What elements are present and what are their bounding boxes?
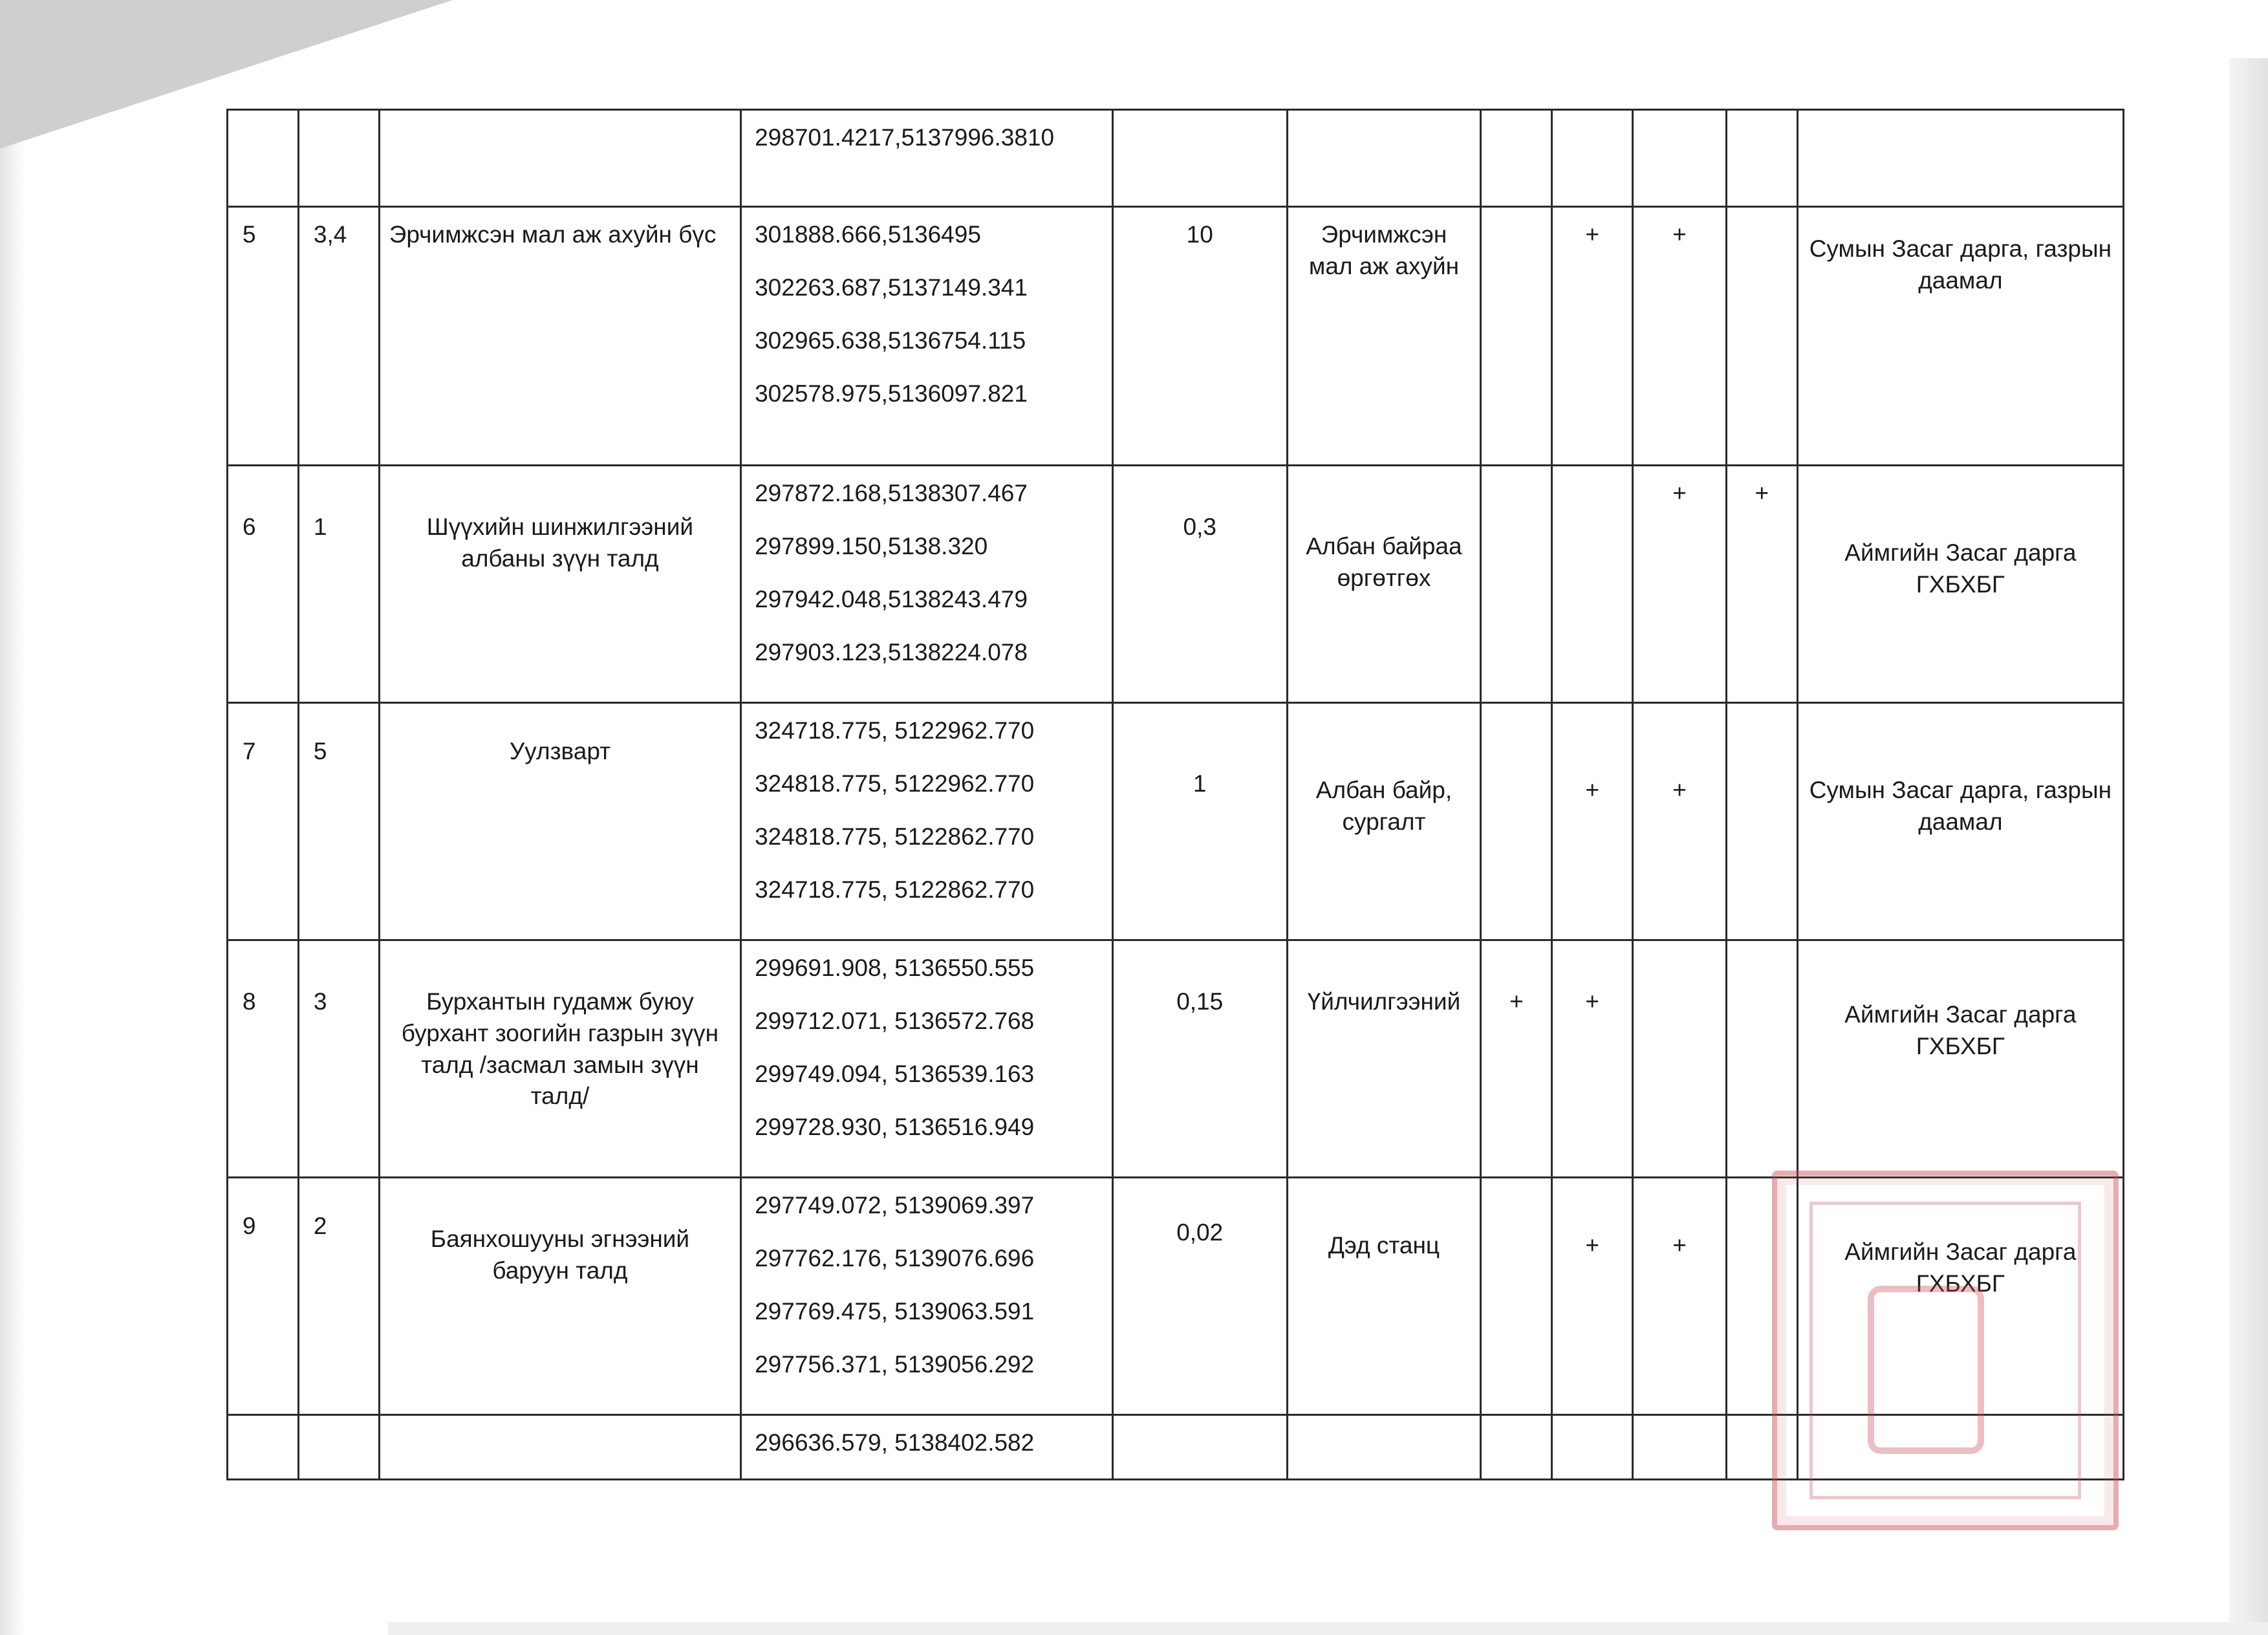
coordinate: 299728.930, 5136516.949	[755, 1114, 1035, 1140]
coordinate: 297872.168,5138307.467	[755, 480, 1028, 506]
location-name: Уулзварт	[379, 703, 740, 940]
coordinate: 324718.775, 5122962.770	[755, 717, 1035, 744]
row-number	[228, 110, 299, 207]
official-stamp-seal	[1772, 1171, 2119, 1530]
row-part	[298, 1415, 379, 1480]
mark-1	[1481, 1415, 1552, 1480]
coordinate: 324818.775, 5122862.770	[755, 823, 1035, 850]
coordinate: 299691.908, 5136550.555	[755, 955, 1035, 981]
area	[1112, 110, 1287, 207]
coordinate: 297749.072, 5139069.397	[755, 1192, 1035, 1218]
coordinate: 297942.048,5138243.479	[755, 586, 1028, 612]
coordinates-cell	[741, 110, 1113, 207]
coordinate: 324818.775, 5122962.770	[755, 770, 1035, 797]
coordinate: 302965.638,5136754.115	[755, 327, 1026, 354]
responsible-party: Аймгийн Засаг дарга ГХБХБГ	[1797, 466, 2123, 703]
mark-1	[1481, 466, 1552, 703]
row-number: 7	[228, 703, 299, 940]
row-part: 3,4	[298, 207, 379, 466]
mark-2	[1552, 110, 1633, 207]
coordinate: 297899.150,5138.320	[755, 533, 988, 559]
area: 10	[1112, 207, 1287, 466]
location-name	[379, 1415, 740, 1480]
mark-2	[1552, 1415, 1633, 1480]
row-number: 9	[228, 1178, 299, 1415]
mark-2	[1552, 466, 1633, 703]
coordinate: 301888.666,5136495	[755, 221, 981, 248]
mark-2: +	[1552, 703, 1633, 940]
mark-1	[1481, 207, 1552, 466]
coordinate: 299712.071, 5136572.768	[755, 1008, 1035, 1034]
location-name: Баянхошууны эгнээний баруун талд	[379, 1178, 740, 1415]
table-row	[228, 207, 2124, 466]
mark-3: +	[1633, 703, 1727, 940]
row-part: 1	[298, 466, 379, 703]
coordinates-cell	[741, 207, 1113, 466]
location-name: Шүүхийн шинжилгээний албаны зүүн талд	[379, 466, 740, 703]
responsible-party: Аймгийн Засаг дарга ГХБХБГ	[1797, 940, 2123, 1178]
location-name: Эрчимжсэн мал аж ахуйн бүс	[379, 207, 740, 466]
coordinates-cell	[741, 703, 1113, 940]
coordinates-cell	[741, 1178, 1113, 1415]
coordinate: 302263.687,5137149.341	[755, 274, 1028, 301]
coordinate: 297762.176, 5139076.696	[755, 1245, 1035, 1272]
purpose: Үйлчилгээний	[1287, 940, 1481, 1178]
mark-3: +	[1633, 1178, 1727, 1415]
row-number: 6	[228, 466, 299, 703]
mark-4: +	[1726, 466, 1797, 703]
area: 0,02	[1112, 1178, 1287, 1415]
mark-4	[1726, 940, 1797, 1178]
seal-mark	[1868, 1286, 1984, 1454]
mark-3: +	[1633, 207, 1727, 466]
row-number: 8	[228, 940, 299, 1178]
coordinate: 296636.579, 5138402.582	[755, 1429, 1035, 1456]
row-part: 5	[298, 703, 379, 940]
purpose	[1287, 1415, 1481, 1480]
coordinates-cell	[741, 940, 1113, 1178]
mark-1: +	[1481, 940, 1552, 1178]
row-part: 2	[298, 1178, 379, 1415]
area: 0,3	[1112, 466, 1287, 703]
page-edge-bottom	[388, 1622, 2268, 1635]
responsible-party: Сумын Засаг дарга, газрын даамал	[1797, 703, 2123, 940]
coordinate: 302578.975,5136097.821	[755, 380, 1028, 407]
area	[1112, 1415, 1287, 1480]
coordinates-cell	[741, 466, 1113, 703]
mark-4	[1726, 703, 1797, 940]
mark-3: +	[1633, 466, 1727, 703]
coordinates-cell	[741, 1415, 1113, 1480]
coordinate: 299749.094, 5136539.163	[755, 1061, 1035, 1087]
location-name	[379, 110, 740, 207]
row-part	[298, 110, 379, 207]
table-row	[228, 940, 2124, 1178]
purpose: Эрчимжсэн мал аж ахуйн	[1287, 207, 1481, 466]
coordinate: 297903.123,5138224.078	[755, 639, 1028, 666]
mark-4	[1726, 110, 1797, 207]
coordinate: 324718.775, 5122862.770	[755, 876, 1035, 903]
table-row	[228, 466, 2124, 703]
table-row	[228, 110, 2124, 207]
mark-2: +	[1552, 207, 1633, 466]
responsible-party	[1797, 110, 2123, 207]
mark-2: +	[1552, 1178, 1633, 1415]
area: 0,15	[1112, 940, 1287, 1178]
row-number: 5	[228, 207, 299, 466]
mark-1	[1481, 703, 1552, 940]
responsible-party: Аймгийн Засаг дарга ГХБХБГ	[1797, 1178, 2123, 1415]
row-number	[228, 1415, 299, 1480]
purpose: Албан байраа өргөтгөх	[1287, 466, 1481, 703]
mark-3	[1633, 940, 1727, 1178]
mark-1	[1481, 110, 1552, 207]
table-row	[228, 703, 2124, 940]
mark-3	[1633, 110, 1727, 207]
mark-2: +	[1552, 940, 1633, 1178]
coordinate: 297756.371, 5139056.292	[755, 1351, 1035, 1378]
purpose	[1287, 110, 1481, 207]
mark-3	[1633, 1415, 1727, 1480]
mark-1	[1481, 1178, 1552, 1415]
purpose: Албан байр, сургалт	[1287, 703, 1481, 940]
location-name: Бурхантын гудамж буюу бурхант зоогийн газрын зүүн талд /засмал замын зүүн талд/	[379, 940, 740, 1178]
page-edge	[2229, 58, 2268, 1635]
mark-4	[1726, 207, 1797, 466]
coordinate: 298701.4217,5137996.3810	[755, 124, 1055, 151]
row-part: 3	[298, 940, 379, 1178]
responsible-party: Сумын Засаг дарга, газрын даамал	[1797, 207, 2123, 466]
coordinate: 297769.475, 5139063.591	[755, 1298, 1035, 1325]
area: 1	[1112, 703, 1287, 940]
purpose: Дэд станц	[1287, 1178, 1481, 1415]
